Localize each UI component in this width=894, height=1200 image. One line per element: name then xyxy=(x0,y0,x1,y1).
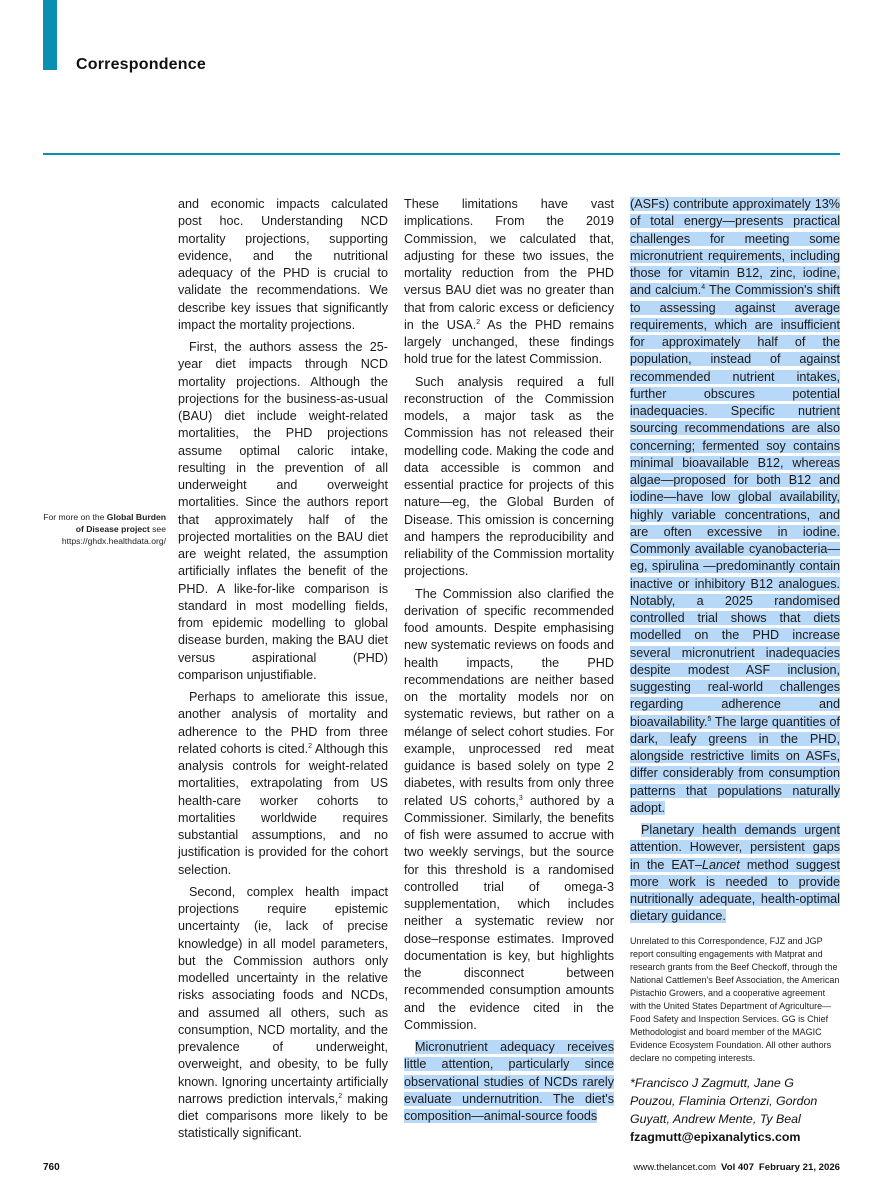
col1-paragraph-3 xyxy=(178,689,388,879)
footer-date: February 21, 2026 xyxy=(758,1162,840,1173)
col2-paragraph-1 xyxy=(404,196,614,369)
reference-marker: 5 xyxy=(707,715,712,723)
author-list: *Francisco J Zagmutt, Jane G Pouzou, Flaminia Ortenzi, Gordon Guyatt, Andrew Mente, Ty Beal xyxy=(630,1075,818,1126)
col3-p2-text-a: Planetary health demands urgent attention. However, persistent gaps in the EAT– xyxy=(630,823,840,872)
highlighted-text[interactable] xyxy=(630,197,840,815)
col1-p4-text-b: making diet comparisons more likely to be statistically significant. xyxy=(178,1091,388,1141)
competing-interests: Unrelated to this Correspondence, FJZ and JGP report consulting engagements with Matprat and research grants from the Beef Checkoff, through the National Cattlemen's Beef Association, the American Pistachio Growers, and a cooperative agreement with the United States Department of Agriculture—Food Safety and Inspection Services. GG is Chief Methodologist and board member of the MAGIC Evidence Ecosystem Foundation. All other authors declare no competing interests. xyxy=(630,935,840,1063)
reference-marker: 4 xyxy=(701,284,706,292)
accent-bar xyxy=(43,0,57,70)
reference-marker: 2 xyxy=(476,318,481,326)
col2-paragraph-2: Such analysis required a full reconstruction of the Commission models, a major task as the Commission has not released their modelling code. Making the code and data accessible is common and essential practice for projects of this nature—eg, the Global Burden of Disease. This omission is concerning and hampers the reproducibility and reliability of the Commission mortality projections. xyxy=(404,374,614,579)
section-title: Correspondence xyxy=(76,56,206,73)
col1-paragraph-1: and economic impacts calculated post hoc. Understanding NCD mortality projections, supporting evidence, and the nutritional adequacy of the PHD is crucial to validate the recommendations. We describe key issues that significantly impact the mortality projections. xyxy=(178,197,388,332)
footer-site[interactable]: www.thelancet.com xyxy=(633,1162,717,1173)
col2-p1-text-b: As the PHD remains largely unchanged, these findings hold true for the latest Commission. xyxy=(404,317,614,367)
column-2 xyxy=(404,196,614,1125)
footer-volume: Vol 407 xyxy=(721,1162,754,1173)
col3-p1-text-a: (ASFs) contribute approximately 13% of total energy—presents practical challenges for meeting some micronutrient requirements, including those for vitamin B12, zinc, iodine, and calcium. xyxy=(630,197,840,298)
journal-name: Lancet xyxy=(701,857,740,872)
col1-p3-text-a: Perhaps to ameliorate this issue, another analysis of mortality and adherence to the PHD from three related cohorts is cited. xyxy=(178,690,388,756)
column-1 xyxy=(178,196,388,1143)
col2-p3-text-b: authored by a Commissioner. Similarly, the benefits of fish were assumed to accrue with two weekly servings, but the source for this threshold is a randomised controlled trial of omega-3 supplementation, which includes neither a systematic review nor dose–response estimates. Improved documentation is key, but highlights the disconnect between recommended consumption amounts and the evidence cited in the Commission. xyxy=(404,793,614,1032)
reference-marker: 2 xyxy=(338,1092,343,1100)
col2-p1-text-a: These limitations have vast implications. From the 2019 Commission, we calculated that, adjusting for these two issues, the mortality reduction from the PHD versus BAU diet was no greater than that from caloric excess or deficiency in the USA. xyxy=(404,197,614,332)
margin-note-link[interactable]: see https://ghdx.healthdata.org/ xyxy=(61,524,166,546)
page-number: 760 xyxy=(43,1162,60,1173)
col2-paragraph-3 xyxy=(404,586,614,1035)
top-rule xyxy=(43,153,840,155)
margin-note-bold: Global Burden of Disease project xyxy=(75,512,166,534)
highlighted-text[interactable] xyxy=(630,823,840,923)
col1-paragraph-2: First, the authors assess the 25-year diet impacts through NCD mortality projections. Although the projections for the business-as-usual (BAU) diet include weight-related mortalities, the PHD projections assume optimal caloric intake, resulting in the prevention of all underweight and overweight mortalities. Since the authors report that approximately half of the projected mortalities on the BAU diet are weight related, the assumption artificially inflates the benefit of the PHD. A like-for-like comparison is standard in most modelling fields, from epidemic modelling to global disease burden, making the BAU diet versus aspirational (PHD) comparison unjustifiable. xyxy=(178,340,388,682)
highlighted-text[interactable]: Micronutrient adequacy receives little attention, particularly since observational studies of NCDs rarely evaluate undernutrition. The diet's composition—animal-source foods xyxy=(404,1040,614,1123)
col2-paragraph-4 xyxy=(404,1039,614,1125)
corresponding-email[interactable]: fzagmutt@epixanalytics.com xyxy=(630,1129,801,1144)
reference-marker: 3 xyxy=(518,794,523,802)
col2-p3-text-a: The Commission also clarified the derivation of specific recommended food amounts. Despite emphasising new systematic reviews on foods and health impacts, the PHD recommendations are neither based on the mortality models nor on systematic reviews, but rather on a mélange of select cohort studies. For example, unprocessed red meat guidance is based solely on type 2 diabetes, with results from only three related US cohorts, xyxy=(404,586,614,808)
col1-p3-text-b: Although this analysis controls for weight-related mortalities, extrapolating from US health-care worker cohorts to mortalities worldwide requires substantial assumptions, and no justification is provided for the cohort selection. xyxy=(178,741,389,877)
column-3 xyxy=(630,196,840,1146)
col3-paragraph-1 xyxy=(630,196,840,817)
margin-note-prefix: For more on the xyxy=(43,512,107,522)
col3-p1-text-b: The Commission's shift to assessing against average requirements, which are insufficient for approximately half of the population, instead of against recommended nutrient intakes, further obscures potential inadequacies. Specific nutrient sourcing recommendations are also concerning; fermented soy contains minimal bioavailable B12, whereas algae—proposed for both B12 and iodine—have low global availability, highly variable concentrations, and are often excessive in iodine. Commonly available cyanobacteria—eg, spirulina —predominantly contain inactive or inhibitory B12 analogues. Notably, a 2025 randomised controlled trial shows that diets modelled on the PHD increase several micronutrient inadequacies despite modest ASF inclusion, suggesting real-world challenges regarding adherence and bioavailability. xyxy=(630,283,841,729)
margin-note xyxy=(43,511,166,547)
footer-citation xyxy=(633,1162,840,1173)
col1-paragraph-4 xyxy=(178,884,388,1143)
col1-p4-text-a: Second, complex health impact projections require epistemic uncertainty (ie, lack of precise knowledge) in all model parameters, but the Commission authors only modelled uncertainty in the relative risks associating foods and NCDs, and assumed all others, such as consumption, NCD mortality, and the prevalence of underweight, overweight, and obesity, to be fully known. Ignoring uncertainty artificially narrows prediction intervals, xyxy=(178,884,388,1106)
col3-paragraph-2 xyxy=(630,822,840,926)
reference-marker: 2 xyxy=(308,742,312,750)
col3-p1-text-c: The large quantities of dark, leafy greens in the PHD, alongside restrictive limits on ASFs, differ considerably from consumption patterns that populations naturally adopt. xyxy=(630,714,840,815)
col3-p2-text-b: method suggest more work is needed to provide nutritionally adequate, health-optimal dietary guidance. xyxy=(630,857,840,924)
